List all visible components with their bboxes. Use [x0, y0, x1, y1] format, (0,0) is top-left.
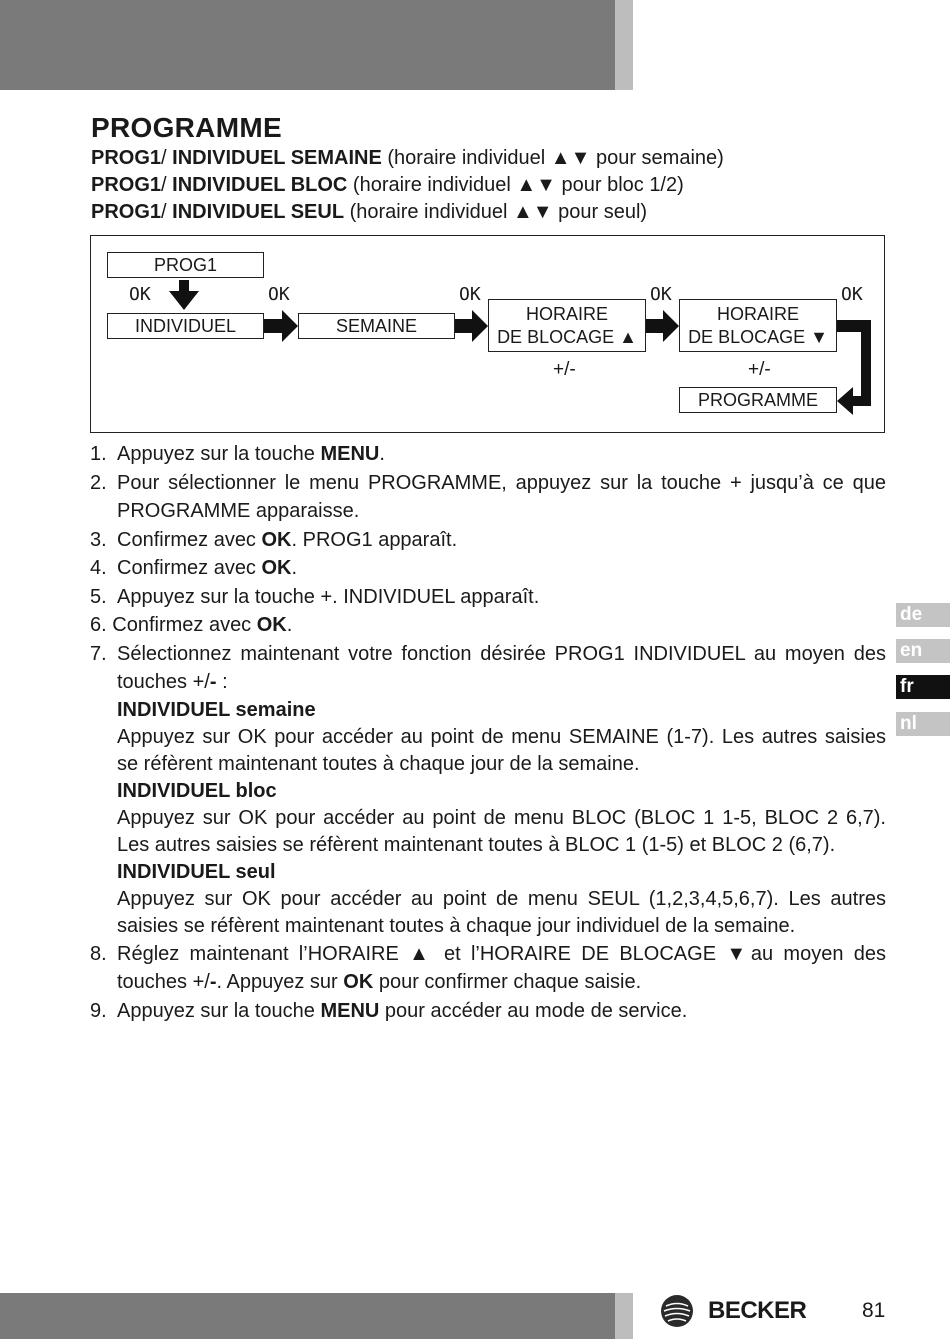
step-text: Confirmez avec	[112, 614, 257, 636]
step-1	[90, 440, 886, 469]
subtitle-mode: INDIVIDUEL SEUL	[172, 201, 345, 223]
step-key: MENU	[320, 999, 380, 1022]
step-text: Appuyez sur la touche	[117, 999, 321, 1022]
box-semaine: SEMAINE	[298, 313, 455, 339]
step-number: 6.	[90, 614, 107, 636]
step-number: 4.	[90, 557, 107, 579]
step-key: -	[209, 671, 217, 693]
ok-label: OK	[841, 284, 863, 305]
footer-bar	[0, 1293, 615, 1339]
box-individuel: INDIVIDUEL	[107, 313, 264, 339]
arrow-down-prog1	[169, 280, 199, 310]
semaine-text: Appuyez sur OK pour accéder au point de menu SEMAINE (1-7). Les autres saisies se réfèrent maintenant toutes à chaque jour de la semaine.	[117, 725, 886, 775]
step-text: pour accéder au mode de service.	[379, 999, 688, 1022]
ok-label: OK	[129, 284, 151, 305]
step-text: pour confirmer chaque saisie.	[373, 971, 642, 993]
step-text: . Appuyez sur	[216, 971, 344, 993]
bloc-text: Appuyez sur OK pour accéder au point de menu BLOC (BLOC 1 1-5, BLOC 2 6,7). Les autres saisies se réfèrent maintenant toutes à BLOC 1 (1-5) et BLOC 2 (6,7).	[117, 806, 886, 856]
step-text: Sélectionnez maintenant votre fonction désirée PROG1 INDIVIDUEL au moyen des touches +/	[117, 642, 886, 693]
step-key: OK	[343, 971, 374, 993]
box-prog1: PROG1	[107, 252, 264, 278]
step-9	[90, 997, 886, 1026]
step-5	[90, 583, 886, 612]
seul-heading: INDIVIDUEL seul	[117, 860, 276, 883]
page-number: 81	[862, 1299, 886, 1322]
ok-label: OK	[268, 284, 290, 305]
box-horaire-down-line2: DE BLOCAGE ▼	[688, 326, 828, 347]
arrow-return-programme	[836, 320, 871, 415]
subtitle-bloc	[91, 172, 684, 198]
arrow-right-individuel	[264, 310, 298, 342]
subtitle-mode: INDIVIDUEL BLOC	[172, 174, 348, 196]
step-number: 9.	[90, 999, 107, 1022]
step-text: Réglez maintenant l’HORAIRE ▲ et l’HORAIRE DE BLOCAGE ▼au moyen des touches +/	[117, 942, 886, 993]
step-text: .	[291, 557, 298, 579]
step-3	[90, 526, 886, 555]
lang-tab-de[interactable]: de	[896, 603, 950, 627]
lang-tab-fr[interactable]: fr	[896, 675, 950, 699]
step-text: .	[379, 443, 385, 465]
subtitle-prog1: PROG1	[91, 174, 162, 196]
subtitle-semaine	[91, 145, 724, 171]
box-horaire-up-line2: DE BLOCAGE ▲	[497, 326, 637, 347]
step-key: MENU	[320, 443, 380, 465]
step-key: OK	[261, 528, 292, 551]
step-number: 1.	[90, 443, 107, 465]
box-programme: PROGRAMME	[679, 387, 837, 413]
subtitle-prog1: PROG1	[91, 147, 162, 169]
step-text: Confirmez avec	[117, 557, 262, 579]
step-number: 7.	[90, 642, 107, 665]
step-4	[90, 554, 886, 583]
box-horaire-down	[679, 299, 837, 352]
subtitle-seul	[91, 199, 647, 225]
semaine-heading: INDIVIDUEL semaine	[117, 698, 316, 721]
plus-minus-label: +/-	[553, 359, 576, 380]
subtitle-desc: (horaire individuel ▲▼ pour semaine)	[381, 147, 724, 169]
subtitle-mode: INDIVIDUEL SEMAINE	[172, 147, 382, 169]
step-key: OK	[261, 557, 292, 579]
step-7	[90, 640, 886, 697]
subtitle-sep: /	[161, 147, 173, 169]
lang-tab-nl[interactable]: nl	[896, 712, 950, 736]
step-key: -	[209, 971, 217, 993]
step-number: 3.	[90, 528, 107, 551]
plus-minus-label: +/-	[748, 359, 771, 380]
menu-flow-diagram	[90, 235, 885, 433]
arrow-right-semaine	[455, 310, 488, 342]
subtitle-sep: /	[161, 201, 173, 223]
step-text: Confirmez avec	[117, 528, 262, 551]
step-number: 5.	[90, 585, 107, 608]
step-number: 2.	[90, 471, 107, 494]
subtitle-desc: (horaire individuel ▲▼ pour bloc 1/2)	[347, 174, 684, 196]
step-text: Appuyez sur la touche	[117, 443, 321, 465]
subtitle-desc: (horaire individuel ▲▼ pour seul)	[344, 201, 648, 223]
step-text: .	[286, 614, 293, 636]
box-horaire-up-line1: HORAIRE	[525, 303, 608, 324]
subtitle-sep: /	[161, 174, 173, 196]
step-2	[90, 469, 886, 526]
instruction-list	[90, 440, 886, 1025]
step-text: Appuyez sur la touche +. INDIVIDUEL apparaît.	[117, 585, 540, 608]
header-bar	[0, 0, 615, 90]
ok-label: OK	[650, 284, 672, 305]
seul-text: Appuyez sur OK pour accéder au point de menu SEUL (1,2,3,4,5,6,7). Les autres saisies se réfèrent maintenant toutes à chaque jour individuel de la semaine.	[117, 887, 886, 937]
bloc-heading: INDIVIDUEL bloc	[117, 779, 277, 802]
lang-tab-en[interactable]: en	[896, 639, 950, 663]
step-number: 8.	[90, 942, 107, 965]
footer-bar-edge	[615, 1293, 633, 1339]
step-8	[90, 940, 886, 997]
step-key: OK	[256, 614, 287, 636]
ok-label: OK	[459, 284, 481, 305]
step-6	[90, 611, 886, 640]
arrow-right-horaire	[646, 310, 679, 342]
page-title: PROGRAMME	[91, 112, 282, 143]
step-text: . PROG1 apparaît.	[291, 528, 458, 551]
subtitle-prog1: PROG1	[91, 201, 162, 223]
step-text: Pour sélectionner le menu PROGRAMME, appuyez sur la touche + jusqu’à ce que PROGRAMME apparaisse.	[117, 471, 886, 522]
box-horaire-up	[488, 299, 646, 352]
brand-name: BECKER	[708, 1297, 807, 1324]
header-bar-edge	[615, 0, 633, 90]
becker-logo-icon	[660, 1294, 694, 1328]
step-text: :	[216, 671, 228, 693]
box-horaire-down-line1: HORAIRE	[716, 303, 799, 324]
